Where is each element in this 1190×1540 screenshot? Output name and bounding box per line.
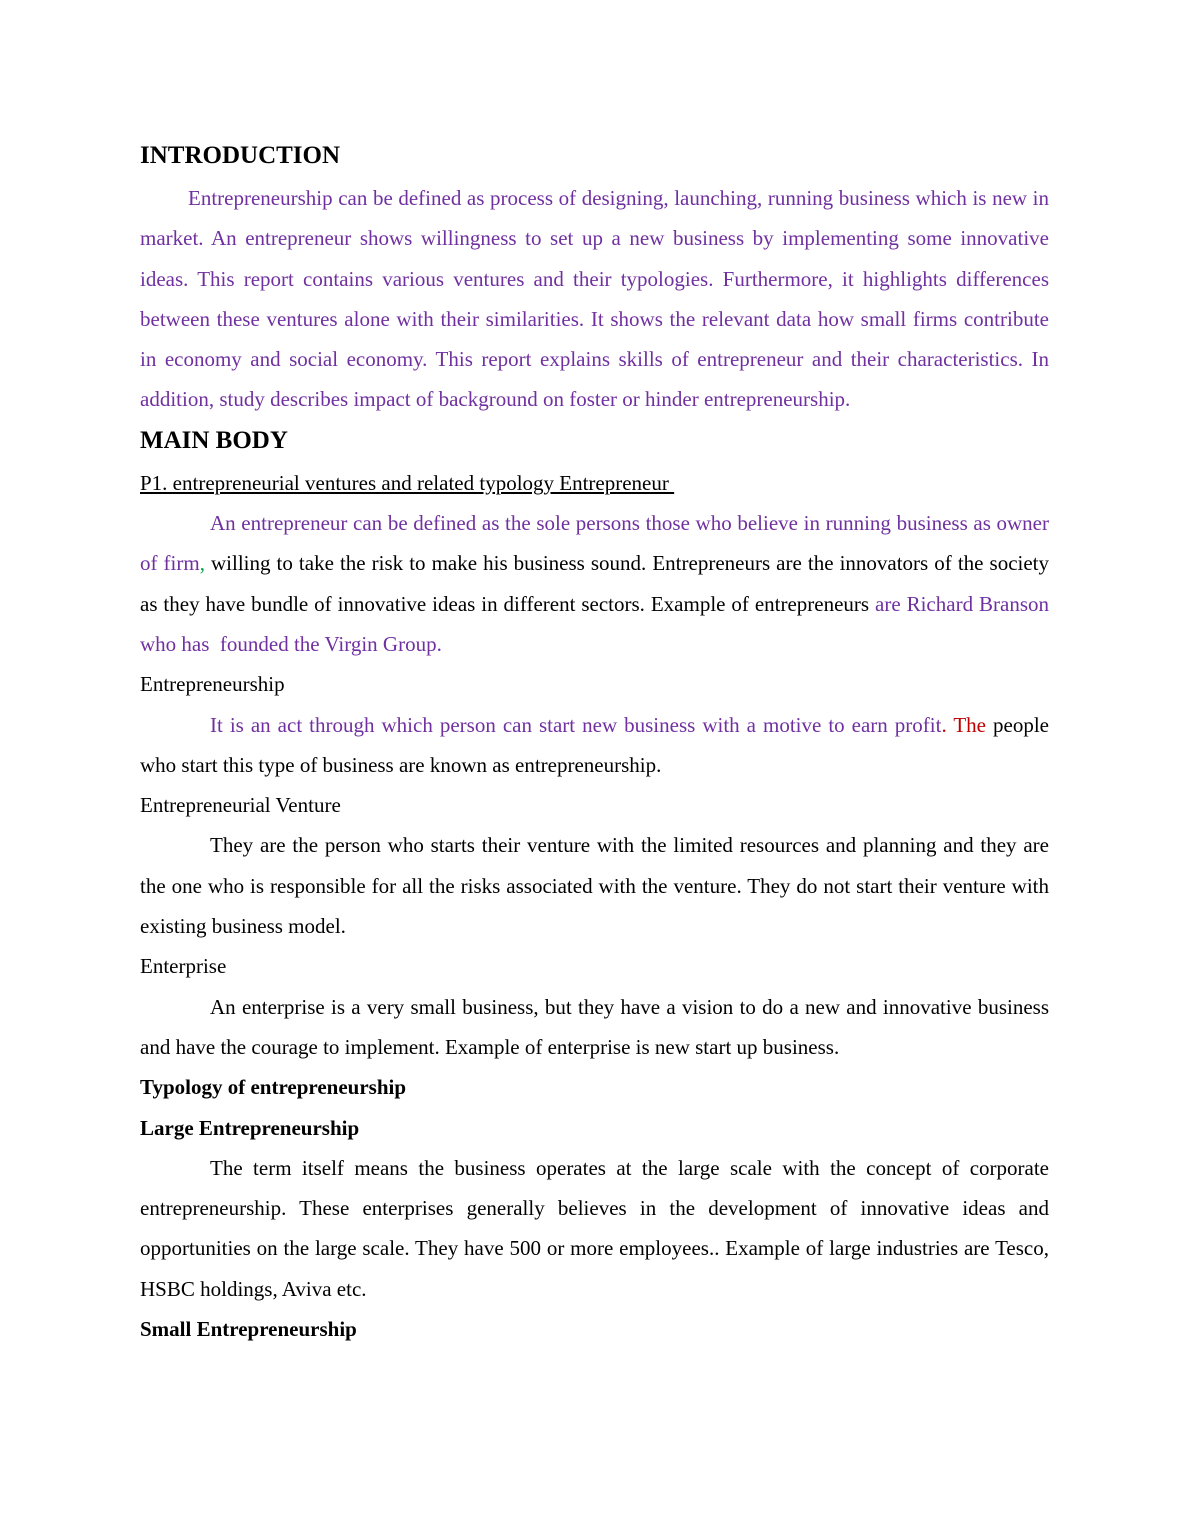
typology-title: Typology of entrepreneurship [140,1075,407,1100]
entrepreneurship-title: Entrepreneurship [140,672,285,697]
document-page [140,138,1055,1349]
large-entrepreneurship-title: Large Entrepreneurship [140,1115,360,1140]
entrepreneurship-definition: It is an act through which person can start new business with a motive to earn profit [210,712,942,737]
entrepreneur-paragraph [140,503,1055,664]
entrepreneurship-red-text: . The [941,712,986,737]
main-body-heading: MAIN BODY [140,426,288,454]
entrepreneur-description: willing to take the risk to make his business sound. Entrepreneurs are the innovators of the society as they have bundle of innovative ideas in different sectors. Example of entrepreneurs [140,551,1049,616]
enterprise-title: Enterprise [140,954,227,979]
enterprise-paragraph: An enterprise is a very small business, but they have a vision to do a new and innovative business and have the courage to implement. Example of enterprise is new start up business. [140,994,1049,1059]
entrepreneur-definition: An entrepreneur can be defined as the sole persons those who believe in running business as owner of firm [140,511,1049,576]
entrepreneur-example: are Richard Branson who has founded the Virgin Group. [140,591,1055,656]
venture-paragraph: They are the person who starts their venture with the limited resources and planning and they are the one who is responsible for all the risks associated with the venture. They do not start their venture with existing business model. [140,833,1049,939]
introduction-paragraph: Entrepreneurship can be defined as process of designing, launching, running business which is new in market. An entrepreneur shows willingness to set up a new business by implementing some innovative ideas. This report contains various ventures and their typologies. Furthermore, it highlights differences between these ventures alone with their similarities. It shows the relevant data how small firms contribute in economy and social economy. This report explains skills of entrepreneur and their characteristics. In addition, study describes impact of background on foster or hinder entrepreneurship. [140,186,1049,412]
entrepreneurship-paragraph [140,705,1049,786]
entrepreneur-comma: , [199,551,205,576]
small-entrepreneurship-title: Small Entrepreneurship [140,1317,357,1342]
p1-title: P1. entrepreneurial ventures and related typology Entrepreneur [140,470,675,495]
large-entrepreneurship-paragraph: The term itself means the business operates at the large scale with the concept of corporate entrepreneurship. These enterprises generally believes in the development of innovative ideas and opportunities on the large scale. They have 500 or more employees.. Example of large industries are Tesco, HSBC holdings, Aviva etc. [140,1155,1049,1301]
entrepreneurship-description: people who start this type of business are known as entrepreneurship. [140,712,1049,777]
introduction-heading: INTRODUCTION [140,142,341,169]
venture-title: Entrepreneurial Venture [140,793,341,818]
